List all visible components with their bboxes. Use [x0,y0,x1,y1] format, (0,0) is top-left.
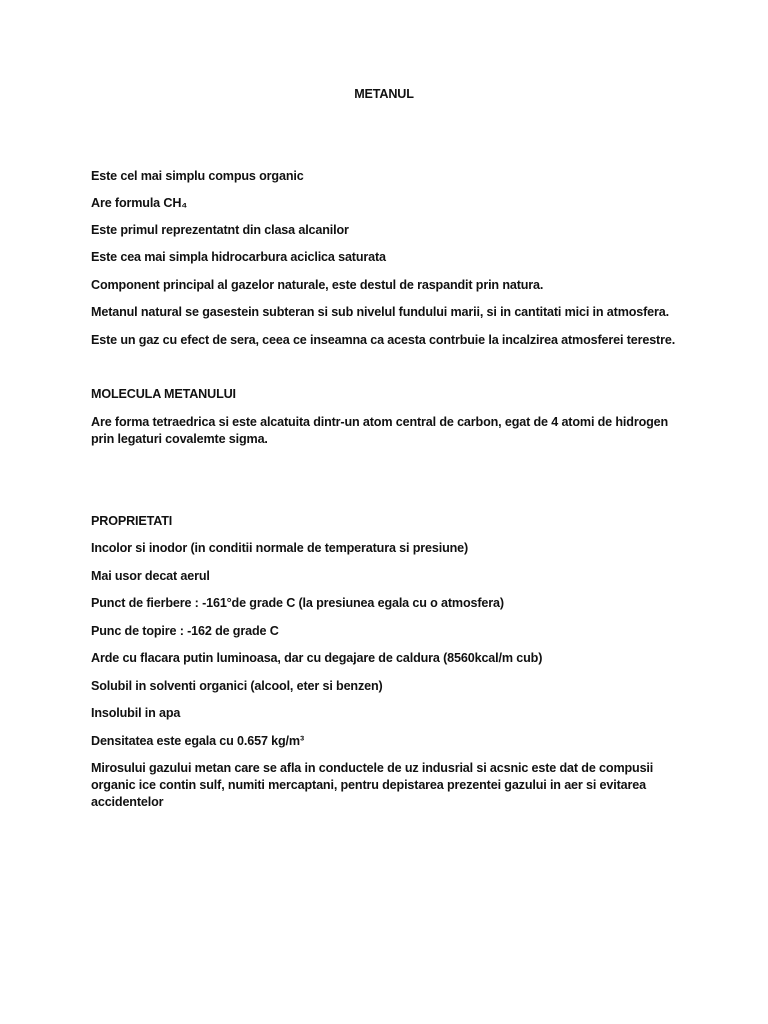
intro-line: Component principal al gazelor naturale, este destul de raspandit prin natura. [91,278,544,292]
property-item: Solubil in solventi organici (alcool, eter si benzen) [91,679,383,693]
section-heading-properties: PROPRIETATI [91,514,173,528]
intro-line: Are formula CH₄ [91,196,188,210]
intro-line: Este primul reprezentatnt din clasa alcanilor [91,223,349,237]
property-item: Punc de topire : -162 de grade C [91,624,279,638]
property-item: Incolor si inodor (in conditii normale de temperatura si presiune) [91,541,469,555]
property-item: Punct de fierbere : -161°de grade C (la presiunea egala cu o atmosfera) [91,596,504,610]
property-item: Mai usor decat aerul [91,569,210,583]
intro-line: Este un gaz cu efect de sera, ceea ce inseamna ca acesta contrbuie la incalzirea atmosferei terestre. [91,333,676,347]
page-title: METANUL [354,87,414,101]
property-item: Densitatea este egala cu 0.657 kg/m³ [91,734,304,748]
intro-line: Metanul natural se gasestein subteran si sub nivelul fundului marii, si in cantitati mici in atmosfera. [91,305,669,319]
property-item: Insolubil in apa [91,706,181,720]
property-paragraph: Mirosului gazului metan care se afla in conductele de uz indusrial si acsnic este dat de compusii organic ice contin sulf, numiti mercaptani, pentru depistarea prezentei gazului in aer si evitarea accidentelor [91,761,654,809]
section-heading-molecule: MOLECULA METANULUI [91,387,236,401]
intro-line: Este cea mai simpla hidrocarbura aciclica saturata [91,250,386,264]
intro-line: Este cel mai simplu compus organic [91,169,304,183]
molecule-paragraph: Are forma tetraedrica si este alcatuita dintr-un atom central de carbon, egat de 4 atomi de hidrogen prin legaturi covalemte sigma. [91,415,669,446]
property-item: Arde cu flacara putin luminoasa, dar cu degajare de caldura (8560kcal/m cub) [91,651,543,665]
